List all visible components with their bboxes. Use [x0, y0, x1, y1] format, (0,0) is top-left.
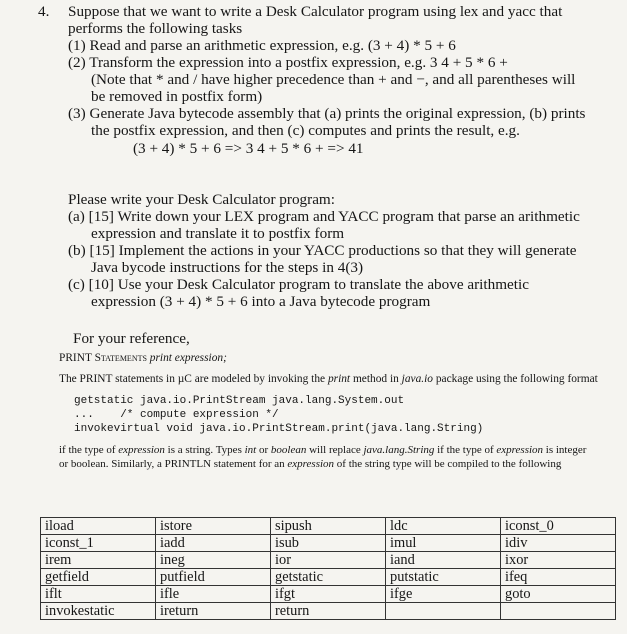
p2-i2: int	[244, 444, 257, 456]
print-keyword: PRINT	[59, 352, 92, 364]
table-row	[41, 552, 616, 569]
table-cell: iadd	[156, 535, 271, 552]
table-cell: isub	[271, 535, 386, 552]
task-3-cont: the postfix expression, and then (c) computes and prints the result, e.g.	[91, 122, 520, 139]
table-cell: imul	[386, 535, 501, 552]
para1-text3: package using the following format	[433, 373, 598, 385]
question-intro-line2: performs the following tasks	[68, 20, 243, 37]
table-cell: iload	[41, 518, 156, 535]
p2-i5: expression	[496, 444, 544, 456]
table-cell: ixor	[501, 552, 616, 569]
table-cell	[501, 603, 616, 620]
table-cell: ifge	[386, 586, 501, 603]
reference-para2-line2	[59, 458, 561, 471]
para1-text: The PRINT statements in µC are modeled by invoking the	[59, 373, 328, 385]
reference-heading: For your reference,	[73, 330, 190, 347]
p2-i3: boolean	[270, 444, 307, 456]
part-a-cont: expression and translate it to postfix form	[91, 225, 345, 242]
para1-package: java.io	[401, 373, 433, 385]
p2-t1: if the type of	[59, 444, 119, 456]
task-3-example: (3 + 4) * 5 + 6 => 3 4 + 5 * 6 + => 41	[133, 140, 364, 157]
table-cell: istore	[156, 518, 271, 535]
p2-t8: of the string type will be compiled to the following	[334, 458, 562, 470]
p2-t7: or boolean. Similarly, a PRINTLN statement for an	[59, 458, 288, 470]
code-line-2: ... /* compute expression */	[74, 409, 279, 421]
print-expression: print expression;	[149, 352, 227, 364]
para1-text2: method in	[350, 373, 402, 385]
reference-para2-line1	[59, 444, 586, 457]
table-cell: ifeq	[501, 569, 616, 586]
p2-t3: or	[256, 444, 271, 456]
table-cell: irem	[41, 552, 156, 569]
table-row	[41, 569, 616, 586]
table-cell: putstatic	[386, 569, 501, 586]
task-2-note: (Note that * and / have higher precedence than + and −, and all parentheses will	[91, 71, 576, 88]
question-number: 4.	[38, 3, 50, 20]
task-2: (2) Transform the expression into a postfix expression, e.g. 3 4 + 5 * 6 +	[68, 54, 508, 71]
table-row	[41, 586, 616, 603]
bytecode-instruction-table	[40, 517, 616, 620]
p2-t5: if the type of	[434, 444, 497, 456]
task-3: (3) Generate Java bytecode assembly that (a) prints the original expression, (b) prints	[68, 105, 586, 122]
p2-i4: java.lang.String	[363, 444, 435, 456]
part-b: (b) [15] Implement the actions in your YACC productions so that they will generate	[68, 242, 577, 259]
part-b-cont: Java bycode instructions for the steps in 4(3)	[91, 259, 364, 276]
table-cell: return	[271, 603, 386, 620]
table-row	[41, 603, 616, 620]
p2-t2: is a string. Types	[164, 444, 245, 456]
para1-print: print	[327, 373, 351, 385]
table-row	[41, 518, 616, 535]
table-cell: invokestatic	[41, 603, 156, 620]
table-cell: ior	[271, 552, 386, 569]
assignment-heading: Please write your Desk Calculator program:	[68, 191, 335, 208]
question-intro-line1: Suppose that we want to write a Desk Calculator program using lex and yacc that	[68, 3, 563, 20]
p2-t4: will replace	[306, 444, 364, 456]
table-cell	[386, 603, 501, 620]
table-cell: iand	[386, 552, 501, 569]
table-cell: iconst_0	[501, 518, 616, 535]
statements-word: Statements	[94, 352, 147, 364]
table-row	[41, 535, 616, 552]
table-cell: getfield	[41, 569, 156, 586]
reference-subheading	[59, 352, 227, 365]
table-cell: ifle	[156, 586, 271, 603]
table-cell: ineg	[156, 552, 271, 569]
part-a: (a) [15] Write down your LEX program and YACC program that parse an arithmetic	[68, 208, 580, 225]
code-line-3: invokevirtual void java.io.PrintStream.print(java.lang.String)	[74, 423, 484, 435]
part-c: (c) [10] Use your Desk Calculator program to translate the above arithmetic	[68, 276, 529, 293]
table-cell: idiv	[501, 535, 616, 552]
table-cell: putfield	[156, 569, 271, 586]
task-2-note-cont: be removed in postfix form)	[91, 88, 263, 105]
table-cell: iflt	[41, 586, 156, 603]
table-cell: ifgt	[271, 586, 386, 603]
table-cell: ireturn	[156, 603, 271, 620]
p2-i6: expression	[287, 458, 335, 470]
task-1: (1) Read and parse an arithmetic expression, e.g. (3 + 4) * 5 + 6	[68, 37, 456, 54]
code-line-1: getstatic java.io.PrintStream java.lang.System.out	[74, 395, 405, 407]
table-cell: iconst_1	[41, 535, 156, 552]
p2-t6: is integer	[543, 444, 587, 456]
table-cell: sipush	[271, 518, 386, 535]
part-c-cont: expression (3 + 4) * 5 + 6 into a Java bytecode program	[91, 293, 431, 310]
table-cell: getstatic	[271, 569, 386, 586]
table-cell: ldc	[386, 518, 501, 535]
table-cell: goto	[501, 586, 616, 603]
reference-para1	[59, 373, 598, 386]
p2-i1: expression	[118, 444, 165, 456]
